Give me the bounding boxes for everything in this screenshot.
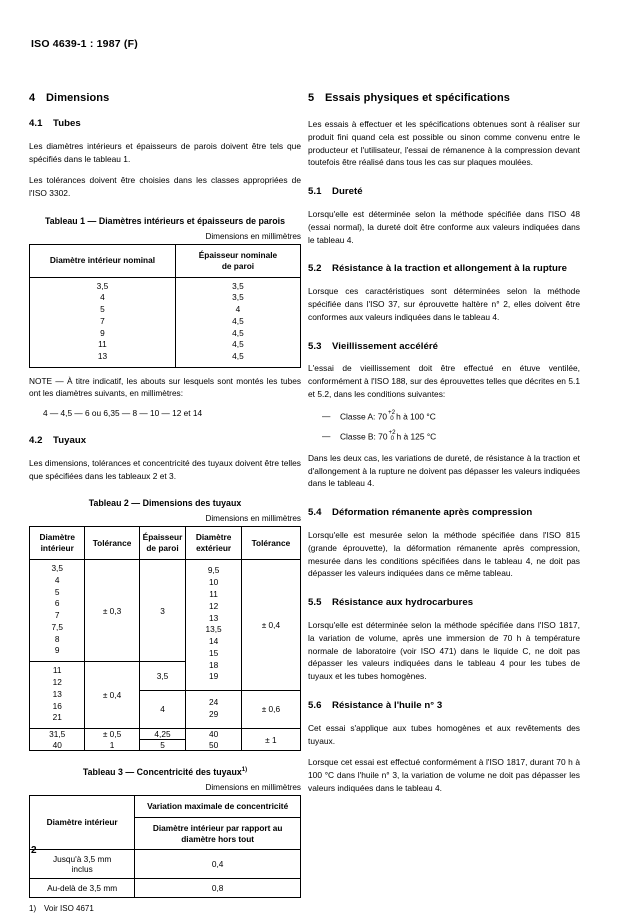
section-5-1-para: Lorsqu'elle est déterminée selon la méthode spécifiée dans l'ISO 48 (essai normal), la dureté doit être conforme aux valeurs indiquées dans le tableau 4. [308, 209, 580, 245]
table-3-dimensions-note: Dimensions en millimètres [205, 783, 301, 793]
table-2-wall-b: 3,5 [139, 662, 186, 691]
header-line2: extérieur [196, 543, 232, 554]
cell-value: 5 [100, 304, 105, 315]
table-1-wall-values [176, 278, 300, 367]
table-2-tolerance-b: ± 0,4 [85, 662, 139, 729]
section-5-6-title: Résistance à l'huile n° 3 [332, 699, 443, 711]
section-5-1-title: Dureté [332, 186, 363, 198]
cell-label-line1: Jusqu'à 3,5 mm [52, 854, 112, 865]
section-5-2-para: Lorsque ces caractéristiques sont déterminées selon la méthode spécifiée dans l'ISO 37, sur éprouvette haltère n° 2, elles doivent être conformes aux valeurs indiquées dans le tableau 4. [308, 286, 580, 322]
cell-label-line2: inclus [71, 864, 93, 875]
tolerance-fraction [388, 410, 395, 423]
section-4-2-para-1: Les dimensions, tolérances et concentricité des tuyaux doivent être telles que spécifiées dans les tableaux 2 et 3. [29, 457, 301, 481]
table-3-row-1-label [30, 850, 135, 879]
table-1 [29, 244, 301, 368]
table-2-header-inner-diameter [30, 527, 85, 560]
table-3-title-footnote-marker: 1) [241, 767, 248, 774]
section-4-1-title: Tubes [53, 118, 81, 129]
section-5-intro: Les essais à effectuer et les spécifications obtenues sont à réaliser sur produit fini quand cela est possible ou sinon comme convenu entre le producteur et l'utilisateur, l'essai de rémanence à la compression devant toutefois être réalisé dans tous les cas sur plaques moulées. [308, 119, 580, 168]
table-2-inner-group-1 [30, 559, 85, 661]
cell-value: 7 [54, 610, 60, 621]
cell-value: 6 [54, 598, 60, 609]
section-4-heading [29, 92, 301, 104]
cell-value: 13,5 [205, 624, 222, 635]
table-2-header-outer-diameter [186, 527, 241, 560]
cell-value: 14 [208, 636, 219, 647]
cell-value: 4 [100, 292, 105, 303]
section-5-5-heading [308, 597, 580, 610]
class-b-tail: h à 125 °C [396, 431, 437, 442]
cell-value: 13 [97, 351, 108, 362]
section-5-2-number: 5.2 [308, 263, 322, 275]
table-1-inner-diameter-column [30, 277, 176, 367]
cell-value: 4 [235, 304, 241, 315]
table-2-wall-a: 3 [139, 559, 186, 661]
section-4-1-para-1: Les diamètres intérieurs et épaisseurs de parois doivent être tels que spécifiés dans le tableau 1. [29, 140, 301, 164]
section-5-3-para: L'essai de vieillissement doit être effectué en étuve ventilée, conformément à l'ISO 188, sur des éprouvettes telles que décrites en 5.1 et 5.2, dans les conditions suivantes: [308, 363, 580, 399]
table-3-title [29, 767, 301, 777]
section-4-2-heading [29, 435, 301, 448]
left-column [29, 92, 301, 913]
table-2-outer-group-3 [186, 690, 241, 728]
cell-value: 12 [208, 600, 219, 611]
table-2-wall-c: 4 [139, 690, 186, 728]
class-b-label: Classe B: 70 [340, 431, 388, 442]
table-3-header-span: Variation maximale de concentricité [135, 796, 301, 818]
cell-value: 3,5 [232, 280, 244, 291]
table-1-header-wall-line2: de paroi [221, 260, 255, 271]
page-header-standard-ref: ISO 4639-1 : 1987 (F) [31, 38, 138, 50]
section-5-6-para-1: Cet essai s'applique aux tubes homogènes et aux revêtements des tuyaux. [308, 722, 580, 746]
table-1-header-wall-line1: Épaisseur nominale [198, 250, 278, 260]
footnote-marker: 1) [29, 904, 37, 913]
cell-value: 4 [54, 574, 60, 585]
cell-value: 4,5 [232, 315, 244, 326]
table-2-header-tolerance-inner: Tolérance [85, 527, 139, 560]
section-5-3-title: Vieillissement accéléré [332, 340, 439, 352]
fraction-upper: +2 [388, 428, 396, 436]
section-5-3-heading [308, 341, 580, 354]
header-line1: Diamètre [195, 532, 232, 543]
table-2-outer-tolerance-b: ± 0,6 [241, 690, 300, 728]
cell-value: 19 [208, 671, 219, 682]
section-5-3-para-2: Dans les deux cas, les variations de dureté, de résistance à la traction et d'allongement à la rupture ne doivent pas dépasser les valeurs indiquées dans le tableau 4. [308, 452, 580, 489]
table-2 [29, 526, 301, 751]
list-item [308, 410, 580, 423]
list-item [308, 430, 580, 443]
table-2-tolerance-c: ± 0,5 [85, 729, 139, 740]
table-2-wall-e: 5 [139, 740, 186, 751]
page-number: 2 [31, 845, 37, 856]
dash-bullet: — [322, 430, 331, 441]
cell-value: 29 [208, 708, 219, 719]
section-5-4-heading [308, 507, 580, 520]
section-5-heading [308, 92, 580, 104]
fraction-upper: +2 [388, 408, 396, 416]
section-4-title: Dimensions [46, 92, 110, 104]
cell-value: 3,5 [232, 292, 244, 303]
table-3-footnote [29, 904, 301, 913]
header-line2: intérieur [40, 543, 74, 554]
table-3-row-2-label: Au-delà de 3,5 mm [30, 879, 135, 898]
cell-value: 18 [208, 659, 219, 670]
table-2-inner-group-4: 31,5 [30, 729, 85, 740]
table-2-header-tolerance-outer: Tolérance [241, 527, 300, 560]
footnote-text: Voir ISO 4671 [44, 904, 94, 913]
cell-value: 4,5 [232, 327, 244, 338]
class-a-tail: h à 100 °C [396, 411, 436, 422]
header-line2: de paroi [146, 543, 179, 554]
table-2-tolerance-a: ± 0,3 [85, 559, 139, 661]
cell-value: 13 [52, 688, 62, 699]
section-4-2-title: Tuyaux [53, 434, 87, 446]
section-5-6-heading [308, 700, 580, 713]
table-3-title-text: Tableau 3 — Concentricité des tuyaux [82, 767, 242, 778]
cell-value: 5 [54, 586, 60, 597]
table-row [30, 850, 301, 879]
cell-value: 4,5 [232, 339, 244, 350]
section-4-2-number: 4.2 [29, 434, 43, 446]
cell-value: 15 [208, 647, 219, 658]
table-2-inner-group-5: 40 [30, 740, 85, 751]
section-5-4-number: 5.4 [308, 507, 322, 519]
table-3-row-2-value: 0,8 [135, 879, 301, 898]
section-4-1-heading [29, 118, 301, 131]
cell-value: 12 [52, 676, 62, 687]
cell-value: 13 [208, 612, 219, 623]
cell-value: 24 [208, 697, 219, 708]
table-2-tolerance-d: 1 [85, 740, 139, 751]
section-5-title: Essais physiques et spécifications [325, 92, 510, 104]
cell-value: 11 [209, 589, 218, 600]
section-5-5-para: Lorsqu'elle est déterminée selon la méthode spécifiée dans l'ISO 1817, la variation de volume, après une immersion de 70 h à température normale de laboratoire (voir ISO 471) dans le liquide C, ne doit pas dépasser les valeurs indiquées dans le tableau 4 pour les tubes de tuyaux et les tubes homogènes. [308, 620, 580, 682]
cell-value: 8 [54, 633, 60, 644]
fraction-lower: 0 [390, 415, 394, 423]
class-a-label: Classe A: 70 [340, 411, 388, 422]
table-1-title: Tableau 1 — Diamètres intérieurs et épaisseurs de parois [44, 216, 286, 226]
cell-value: 16 [52, 700, 62, 711]
cell-value: 9 [100, 327, 105, 338]
cell-value: 3,5 [96, 280, 109, 291]
cell-value: 21 [52, 712, 62, 723]
tolerance-fraction [388, 430, 395, 443]
cell-value: 9 [54, 645, 60, 656]
table-1-note: NOTE — À titre indicatif, les abouts sur lesquels sont montés les tubes ont les diamètres suivants, en millimètres: [29, 376, 301, 399]
dash-bullet: — [322, 410, 331, 421]
table-row [30, 277, 301, 367]
table-row-header [30, 245, 301, 278]
cell-value: 11 [52, 665, 62, 676]
cell-value: 11 [98, 339, 107, 350]
section-5-1-number: 5.1 [308, 186, 322, 198]
fraction-lower: 0 [390, 435, 395, 443]
table-2-header-wall-thickness [139, 527, 186, 560]
table-3-header-sub: Diamètre intérieur par rapport au diamètre hors tout [135, 817, 301, 850]
section-5-1-heading [308, 186, 580, 199]
section-5-4-title: Déformation rémanente après compression [332, 507, 533, 519]
section-5-6-para-2: Lorsque cet essai est effectué conformément à l'ISO 1817, durant 70 h à 100 °C dans l'huile n° 3, la variation de volume ne doit pas dépasser les valeurs indiquées dans le tableau 4. [308, 757, 580, 793]
table-row [30, 879, 301, 898]
table-2-inner-group-2 [30, 662, 85, 729]
cell-value: 7,5 [51, 621, 63, 632]
cell-value: 4,5 [232, 351, 244, 362]
table-row-header [30, 527, 301, 560]
table-2-outer-group-1 [186, 559, 241, 690]
table-1-inner-values [30, 278, 175, 367]
cell-value: 10 [208, 577, 219, 588]
table-row-header [30, 796, 301, 818]
section-5-number: 5 [308, 92, 315, 104]
cell-value: 7 [100, 315, 105, 326]
section-5-2-heading [308, 263, 580, 276]
table-1-note-values: 4 — 4,5 — 6 ou 6,35 — 8 — 10 — 12 et 14 [43, 407, 203, 418]
cell-value: 3,5 [51, 562, 63, 573]
section-4-number: 4 [29, 92, 36, 104]
section-4-1-number: 4.1 [29, 118, 43, 129]
header-line1: Épaisseur [142, 532, 183, 543]
section-5-3-number: 5.3 [308, 340, 322, 352]
table-3-header-inner-diameter: Diamètre intérieur [30, 796, 135, 850]
section-5-5-title: Résistance aux hydrocarbures [332, 597, 474, 609]
section-5-3-class-list [308, 410, 580, 443]
table-2-outer-group-4: 40 [186, 729, 241, 740]
table-2-outer-tolerance-a: ± 0,4 [241, 559, 300, 690]
section-4-1-para-2: Les tolérances doivent être choisies dans les classes appropriées de l'ISO 3302. [29, 175, 301, 199]
cell-value: 9,5 [207, 565, 220, 576]
table-row [30, 559, 301, 661]
section-5-6-number: 5.6 [308, 699, 322, 711]
table-2-outer-tolerance-c: ± 1 [241, 729, 300, 751]
section-5-2-title: Résistance à la traction et allongement à la rupture [332, 263, 568, 275]
table-3 [29, 795, 301, 898]
right-column [308, 92, 580, 804]
table-2-wall-d: 4,25 [139, 729, 186, 740]
table-1-wall-thickness-column [175, 277, 300, 367]
table-3-row-1-value: 0,4 [135, 850, 301, 879]
table-2-dimensions-note: Dimensions en millimètres [205, 514, 301, 524]
section-5-4-para: Lorsqu'elle est mesurée selon la méthode spécifiée dans l'ISO 815 (grande éprouvette), la déformation rémanente après compression, mesurée dans les conditions spécifiées dans le tableau 4, ne doit pas dépasser les valeurs indiquées dans ce même tableau. [308, 530, 580, 579]
table-2-title: Tableau 2 — Dimensions des tuyaux [88, 498, 242, 509]
header-line1: Diamètre [39, 532, 75, 543]
table-row [30, 729, 301, 740]
table-1-header-inner-diameter: Diamètre intérieur nominal [30, 245, 176, 278]
table-1-dimensions-note: Dimensions en millimètres [205, 232, 301, 241]
section-5-5-number: 5.5 [308, 597, 322, 609]
table-2-outer-group-5: 50 [186, 740, 241, 751]
table-1-header-wall-thickness [175, 245, 300, 278]
